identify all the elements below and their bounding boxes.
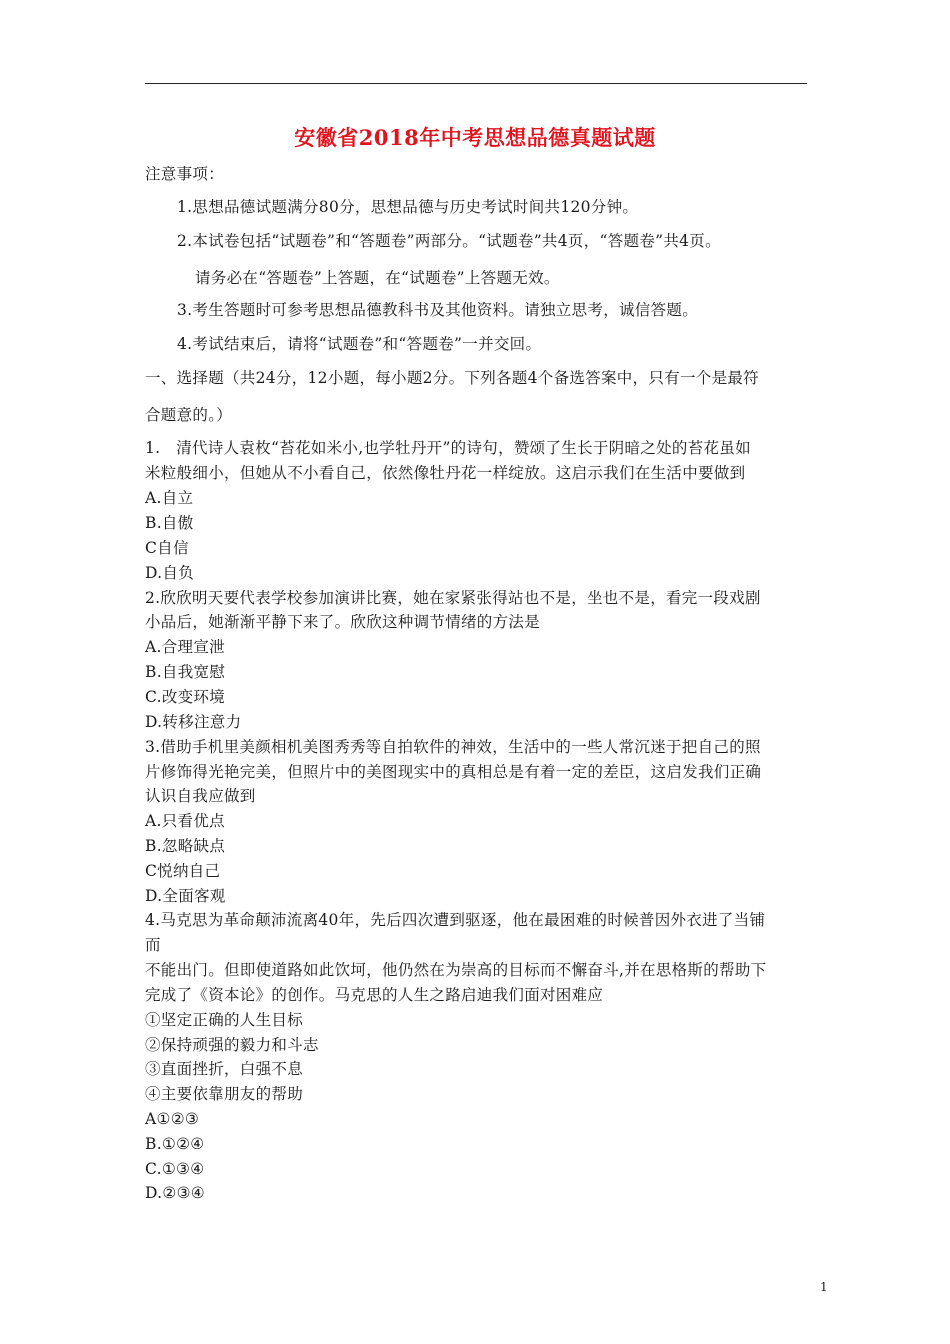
- q1-stem-line: 米粒般细小，但她从不小看自己，依然像牡丹花一样绽放。这启示我们在生活中要做到: [145, 464, 746, 482]
- q4-stem-line: 4.马克思为革命颠沛流离40年，先后四次遭到驱逐，他在最困难的时候普因外衣进了当铺: [145, 911, 766, 929]
- q4-stem-line: 不能出门。但即使道路如此饮坷，他仍然在为崇高的目标而不懈奋斗,并在思格斯的帮助下: [145, 961, 767, 979]
- q1-option-c: C自信: [145, 539, 189, 557]
- notice-item-3: 3.考生答题时可参考思想品德教科书及其他资料。请独立思考，诚信答题。: [177, 301, 698, 319]
- q1-stem-line: 1. 清代诗人袁枚“苔花如米小,也学牡丹开”的诗句，赞颂了生长于阴暗之处的苔花虽如: [145, 439, 751, 457]
- notice-item-2: 2.本试卷包括“试题卷”和“答题卷”两部分。“试题卷”共4页，“答题卷”共4页。: [177, 232, 721, 250]
- q3-option-c: C悦纳自己: [145, 862, 221, 880]
- q3-option-b: B.忽略缺点: [145, 837, 226, 855]
- q4-statement-4: ④主要依靠朋友的帮助: [145, 1085, 304, 1103]
- q3-option-a: A.只看优点: [145, 812, 225, 830]
- q3-stem-line: 片修饰得光艳完美，但照片中的美图现实中的真相总是有着一定的差臣，这启发我们正确: [145, 763, 762, 781]
- section-heading: 一、选择题（共24分，12小题，每小题2分。下列各题4个备选答案中，只有一个是最符: [145, 369, 759, 387]
- q2-stem-line: 2.欣欣明天要代表学校参加演讲比赛，她在家紧张得站也不是，坐也不是，看完一段戏剧: [145, 589, 761, 607]
- notice-item-2-cont: 请务必在“答题卷”上答题，在“试题卷”上答题无效。: [195, 269, 560, 287]
- q4-option-b: B.①②④: [145, 1135, 205, 1153]
- q4-statement-3: ③直面挫折，白强不息: [145, 1060, 304, 1078]
- page-number: 1: [820, 1280, 828, 1294]
- section-heading-cont: 合题意的。）: [145, 406, 233, 424]
- q2-stem-line: 小品后，她渐渐平静下来了。欣欣这种调节情绪的方法是: [145, 613, 541, 631]
- exam-title: 安徽省2018年中考思想品德真题试题: [294, 125, 656, 150]
- q4-statement-2: ②保持顽强的毅力和斗志: [145, 1036, 319, 1054]
- notice-item-1: 1.思想品德试题满分80分，思想品德与历史考试时间共120分钟。: [177, 198, 639, 216]
- q4-option-a: A①②③: [145, 1110, 200, 1128]
- q3-stem-line: 认识自我应做到: [145, 787, 256, 805]
- q1-option-d: D.自负: [145, 564, 195, 582]
- q2-option-d: D.转移注意力: [145, 713, 242, 731]
- q4-stem-line: 完成了《资本论》的创作。马克思的人生之路启迪我们面对困难应: [145, 986, 604, 1004]
- q3-option-d: D.全面客观: [145, 887, 226, 905]
- q2-option-c: C.改变环境: [145, 688, 226, 706]
- q4-stem-line: 而: [145, 936, 161, 954]
- q3-stem-line: 3.借助手机里美颜相机美图秀秀等自拍软件的神效，生活中的一些人常沉迷于把自己的照: [145, 738, 761, 756]
- q4-option-d: D.②③④: [145, 1184, 205, 1202]
- q1-option-b: B.自傲: [145, 514, 194, 532]
- q4-option-c: C.①③④: [145, 1160, 205, 1178]
- header-rule: [145, 83, 807, 84]
- notice-heading: 注意事项：: [145, 165, 225, 183]
- q1-option-a: A.自立: [145, 489, 194, 507]
- notice-item-4: 4.考试结束后，请将“试题卷”和“答题卷”一并交回。: [177, 335, 542, 353]
- q2-option-a: A.合理宣泄: [145, 638, 225, 656]
- q4-statement-1: ①坚定正确的人生目标: [145, 1011, 304, 1029]
- q2-option-b: B.自我宽慰: [145, 663, 226, 681]
